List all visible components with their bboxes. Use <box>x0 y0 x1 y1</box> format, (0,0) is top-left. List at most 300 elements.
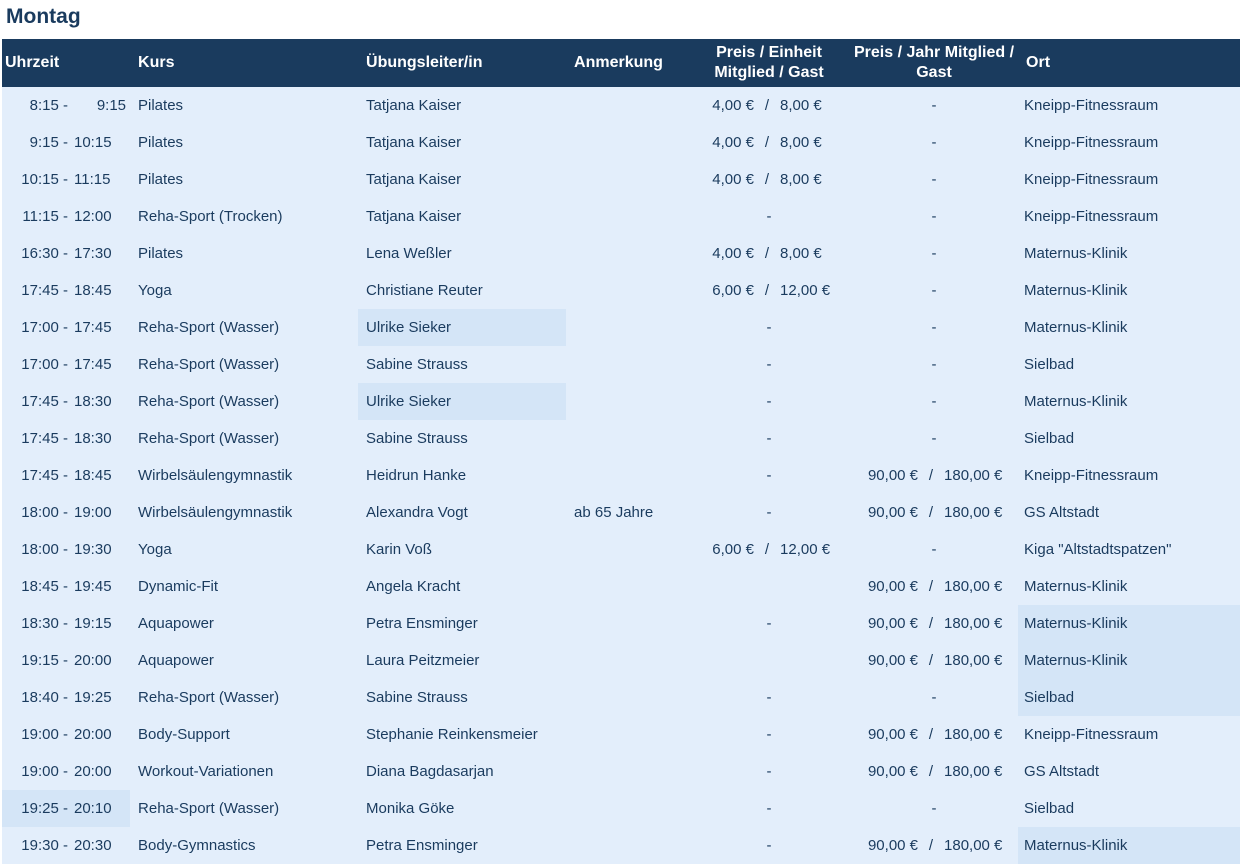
year-price-cell <box>850 457 1018 494</box>
time-end-cell <box>68 124 130 161</box>
trainer-cell <box>358 124 566 161</box>
time-start: 17:00 - <box>21 319 68 336</box>
time-start-cell <box>2 161 68 198</box>
table-row <box>2 531 1240 568</box>
unit-price-separator: / <box>764 541 770 558</box>
table-row <box>2 87 1240 124</box>
year-price-guest: 180,00 € <box>944 726 1003 743</box>
note-cell <box>566 827 688 864</box>
unit-price-separator: / <box>764 97 770 114</box>
course-name: Aquapower <box>138 652 214 669</box>
time-start: 17:45 - <box>21 467 68 484</box>
location-name: Maternus-Klinik <box>1024 652 1128 669</box>
time-start: 16:30 - <box>21 245 68 262</box>
unit-price-dash: - <box>766 393 772 410</box>
year-price-dash: - <box>931 800 937 817</box>
location-name: Maternus-Klinik <box>1024 282 1128 299</box>
course-name: Reha-Sport (Wasser) <box>138 800 280 817</box>
trainer-name: Petra Ensminger <box>366 615 478 632</box>
course-cell <box>130 827 358 864</box>
year-price-separator: / <box>928 652 934 669</box>
year-price-member: 90,00 € <box>867 652 919 669</box>
time-start: 18:00 - <box>21 504 68 521</box>
year-price-guest: 180,00 € <box>944 837 1003 854</box>
year-price-guest: 180,00 € <box>944 615 1003 632</box>
unit-price-dash: - <box>766 689 772 706</box>
course-cell <box>130 642 358 679</box>
header-note: Anmerkung <box>566 39 688 87</box>
trainer-cell <box>358 383 566 420</box>
trainer-name: Monika Göke <box>366 800 455 817</box>
time-end: 19:45 <box>74 578 112 595</box>
time-end: 19:00 <box>74 504 112 521</box>
table-row <box>2 235 1240 272</box>
location-name: Maternus-Klinik <box>1024 245 1128 262</box>
unit-price-cell <box>688 679 850 716</box>
trainer-cell <box>358 494 566 531</box>
year-price-cell <box>850 272 1018 309</box>
time-start-cell <box>2 346 68 383</box>
course-cell <box>130 309 358 346</box>
time-start-cell <box>2 605 68 642</box>
year-price-cell <box>850 827 1018 864</box>
location-name: Kneipp-Fitnessraum <box>1024 171 1159 188</box>
time-end-cell <box>68 716 130 753</box>
unit-price-cell <box>688 531 850 568</box>
time-end-cell <box>68 309 130 346</box>
location-name: Sielbad <box>1024 800 1075 817</box>
trainer-name: Tatjana Kaiser <box>366 134 462 151</box>
time-end: 20:10 <box>74 800 112 817</box>
time-end: 18:45 <box>74 467 112 484</box>
unit-price-cell <box>688 420 850 457</box>
year-price-guest: 180,00 € <box>944 652 1003 669</box>
time-start-cell <box>2 124 68 161</box>
course-name: Reha-Sport (Wasser) <box>138 356 280 373</box>
course-cell <box>130 605 358 642</box>
trainer-cell <box>358 309 566 346</box>
unit-price-cell <box>688 790 850 827</box>
course-name: Pilates <box>138 134 184 151</box>
trainer-name: Laura Peitzmeier <box>366 652 480 669</box>
unit-price-dash: - <box>766 726 772 743</box>
time-end: 18:30 <box>74 430 112 447</box>
time-start-cell <box>2 568 68 605</box>
location-cell <box>1018 753 1240 790</box>
time-end: 17:45 <box>74 319 112 336</box>
year-price-member: 90,00 € <box>867 504 919 521</box>
time-start-cell <box>2 309 68 346</box>
year-price-separator: / <box>928 578 934 595</box>
time-start: 18:45 - <box>21 578 68 595</box>
time-start-cell <box>2 87 68 124</box>
location-name: Kiga "Altstadtspatzen" <box>1024 541 1172 558</box>
trainer-cell <box>358 531 566 568</box>
table-row <box>2 568 1240 605</box>
location-cell <box>1018 161 1240 198</box>
table-row <box>2 679 1240 716</box>
year-price-cell <box>850 568 1018 605</box>
table-header-row <box>2 39 1240 87</box>
time-end-cell <box>68 753 130 790</box>
course-name: Reha-Sport (Trocken) <box>138 208 283 225</box>
unit-price-guest: 8,00 € <box>780 134 822 151</box>
course-name: Wirbelsäulengymnastik <box>138 467 293 484</box>
header-trainer: Übungsleiter/in <box>358 39 566 87</box>
table-row <box>2 420 1240 457</box>
location-cell <box>1018 494 1240 531</box>
course-cell <box>130 383 358 420</box>
unit-price-dash: - <box>766 800 772 817</box>
unit-price-cell <box>688 272 850 309</box>
location-name: Kneipp-Fitnessraum <box>1024 208 1159 225</box>
unit-price-cell <box>688 309 850 346</box>
table-row <box>2 383 1240 420</box>
year-price-member: 90,00 € <box>867 837 919 854</box>
year-price-dash: - <box>931 282 937 299</box>
year-price-cell <box>850 87 1018 124</box>
trainer-cell <box>358 272 566 309</box>
year-price-cell <box>850 642 1018 679</box>
year-price-cell <box>850 124 1018 161</box>
unit-price-dash: - <box>766 504 772 521</box>
year-price-guest: 180,00 € <box>944 763 1003 780</box>
year-price-cell <box>850 753 1018 790</box>
course-schedule-table <box>2 39 1240 864</box>
course-name: Body-Support <box>138 726 230 743</box>
year-price-dash: - <box>931 393 937 410</box>
year-price-cell <box>850 494 1018 531</box>
year-price-dash: - <box>931 319 937 336</box>
time-end-cell <box>68 827 130 864</box>
time-start: 19:30 - <box>21 837 68 854</box>
course-cell <box>130 494 358 531</box>
time-start-cell <box>2 753 68 790</box>
year-price-dash: - <box>931 134 937 151</box>
location-name: Kneipp-Fitnessraum <box>1024 467 1159 484</box>
year-price-dash: - <box>931 171 937 188</box>
trainer-name: Stephanie Reinkensmeier <box>366 726 538 743</box>
time-start-cell <box>2 642 68 679</box>
course-cell <box>130 235 358 272</box>
trainer-name: Sabine Strauss <box>366 356 468 373</box>
time-end-cell <box>68 679 130 716</box>
trainer-cell <box>358 716 566 753</box>
time-start-cell <box>2 272 68 309</box>
course-name: Reha-Sport (Wasser) <box>138 430 280 447</box>
unit-price-member: 4,00 € <box>712 97 755 114</box>
unit-price-cell <box>688 605 850 642</box>
year-price-separator: / <box>928 726 934 743</box>
year-price-separator: / <box>928 467 934 484</box>
note-cell <box>566 679 688 716</box>
time-start-cell <box>2 494 68 531</box>
unit-price-member: 4,00 € <box>712 171 755 188</box>
course-name: Reha-Sport (Wasser) <box>138 393 280 410</box>
unit-price-guest: 8,00 € <box>780 97 822 114</box>
course-name: Pilates <box>138 171 184 188</box>
table-row <box>2 790 1240 827</box>
course-cell <box>130 161 358 198</box>
year-price-member: 90,00 € <box>867 615 919 632</box>
time-end-cell <box>68 272 130 309</box>
trainer-cell <box>358 87 566 124</box>
header-year-price: Preis / Jahr Mitglied / Gast <box>850 39 1018 87</box>
time-end-cell <box>68 457 130 494</box>
note-cell <box>566 790 688 827</box>
unit-price-cell <box>688 383 850 420</box>
time-end: 9:15 <box>96 97 127 114</box>
location-name: Maternus-Klinik <box>1024 578 1128 595</box>
course-cell <box>130 346 358 383</box>
time-start-cell <box>2 420 68 457</box>
note-cell <box>566 531 688 568</box>
table-row <box>2 716 1240 753</box>
time-end-cell <box>68 790 130 827</box>
unit-price-dash: - <box>766 430 772 447</box>
time-start-cell <box>2 531 68 568</box>
time-start: 19:15 - <box>21 652 68 669</box>
location-cell <box>1018 272 1240 309</box>
unit-price-member: 4,00 € <box>712 245 755 262</box>
time-start-cell <box>2 716 68 753</box>
note-cell <box>566 420 688 457</box>
year-price-cell <box>850 346 1018 383</box>
time-start: 10:15 - <box>21 171 68 188</box>
year-price-dash: - <box>931 208 937 225</box>
location-cell <box>1018 383 1240 420</box>
location-name: Sielbad <box>1024 356 1075 373</box>
table-row <box>2 198 1240 235</box>
year-price-cell <box>850 531 1018 568</box>
time-end-cell <box>68 420 130 457</box>
time-end-cell <box>68 383 130 420</box>
table-row <box>2 124 1240 161</box>
location-cell <box>1018 235 1240 272</box>
time-end: 20:30 <box>74 837 112 854</box>
location-name: Kneipp-Fitnessraum <box>1024 97 1159 114</box>
location-name: Kneipp-Fitnessraum <box>1024 726 1159 743</box>
year-price-cell <box>850 161 1018 198</box>
trainer-cell <box>358 642 566 679</box>
trainer-cell <box>358 827 566 864</box>
trainer-cell <box>358 198 566 235</box>
year-price-separator: / <box>928 504 934 521</box>
time-end: 19:15 <box>74 615 112 632</box>
course-cell <box>130 679 358 716</box>
time-end: 17:30 <box>74 245 112 262</box>
location-name: Sielbad <box>1024 430 1075 447</box>
trainer-cell <box>358 161 566 198</box>
year-price-dash: - <box>931 245 937 262</box>
location-name: Kneipp-Fitnessraum <box>1024 134 1159 151</box>
location-cell <box>1018 309 1240 346</box>
trainer-name: Christiane Reuter <box>366 282 483 299</box>
unit-price-separator: / <box>764 171 770 188</box>
table-row <box>2 161 1240 198</box>
unit-price-guest: 12,00 € <box>780 282 831 299</box>
year-price-cell <box>850 605 1018 642</box>
time-start: 19:00 - <box>21 763 68 780</box>
time-start: 19:00 - <box>21 726 68 743</box>
unit-price-cell <box>688 568 850 605</box>
trainer-name: Tatjana Kaiser <box>366 97 462 114</box>
time-start: 17:00 - <box>21 356 68 373</box>
note-cell <box>566 346 688 383</box>
unit-price-guest: 8,00 € <box>780 245 822 262</box>
year-price-cell <box>850 420 1018 457</box>
time-start-cell <box>2 457 68 494</box>
time-end: 18:45 <box>74 282 112 299</box>
location-name: GS Altstadt <box>1024 763 1100 780</box>
course-cell <box>130 272 358 309</box>
trainer-cell <box>358 457 566 494</box>
location-name: Sielbad <box>1024 689 1075 706</box>
trainer-cell <box>358 605 566 642</box>
course-cell <box>130 568 358 605</box>
table-row <box>2 272 1240 309</box>
unit-price-dash: - <box>766 763 772 780</box>
year-price-dash: - <box>931 689 937 706</box>
unit-price-dash: - <box>766 615 772 632</box>
location-name: Maternus-Klinik <box>1024 393 1128 410</box>
unit-price-dash: - <box>766 208 772 225</box>
time-start: 18:00 - <box>21 541 68 558</box>
time-end: 10:15 <box>74 134 112 151</box>
table-row <box>2 309 1240 346</box>
note-cell <box>566 494 688 531</box>
header-time: Uhrzeit <box>2 39 130 87</box>
time-start: 17:45 - <box>21 393 68 410</box>
year-price-member: 90,00 € <box>867 763 919 780</box>
location-cell <box>1018 568 1240 605</box>
note-cell <box>566 198 688 235</box>
trainer-cell <box>358 568 566 605</box>
time-end: 12:00 <box>74 208 112 225</box>
unit-price-dash: - <box>766 467 772 484</box>
course-cell <box>130 198 358 235</box>
location-cell <box>1018 716 1240 753</box>
table-row <box>2 346 1240 383</box>
unit-price-cell <box>688 235 850 272</box>
table-row <box>2 457 1240 494</box>
time-end-cell <box>68 568 130 605</box>
course-name: Wirbelsäulengymnastik <box>138 504 293 521</box>
location-cell <box>1018 679 1240 716</box>
trainer-name: Sabine Strauss <box>366 430 468 447</box>
trainer-name: Diana Bagdasarjan <box>366 763 494 780</box>
time-start-cell <box>2 679 68 716</box>
time-end: 11:15 <box>74 171 111 188</box>
course-cell <box>130 420 358 457</box>
table-row <box>2 827 1240 864</box>
unit-price-member: 6,00 € <box>712 541 755 558</box>
time-end-cell <box>68 198 130 235</box>
unit-price-cell <box>688 827 850 864</box>
course-cell <box>130 531 358 568</box>
unit-price-dash: - <box>766 837 772 854</box>
location-cell <box>1018 457 1240 494</box>
unit-price-separator: / <box>764 245 770 262</box>
course-name: Dynamic-Fit <box>138 578 219 595</box>
header-unit-price: Preis / Einheit Mitglied / Gast <box>688 39 850 87</box>
unit-price-cell <box>688 753 850 790</box>
location-cell <box>1018 605 1240 642</box>
unit-price-cell <box>688 494 850 531</box>
year-price-dash: - <box>931 541 937 558</box>
location-name: Maternus-Klinik <box>1024 319 1128 336</box>
unit-price-cell <box>688 124 850 161</box>
trainer-cell <box>358 235 566 272</box>
time-start: 8:15 - <box>29 97 68 114</box>
location-cell <box>1018 346 1240 383</box>
table-row <box>2 753 1240 790</box>
note-cell <box>566 272 688 309</box>
time-end-cell <box>68 494 130 531</box>
year-price-cell <box>850 309 1018 346</box>
unit-price-separator: / <box>764 282 770 299</box>
year-price-guest: 180,00 € <box>944 504 1003 521</box>
trainer-cell <box>358 420 566 457</box>
trainer-cell <box>358 790 566 827</box>
note-text: ab 65 Jahre <box>574 504 654 521</box>
trainer-name: Heidrun Hanke <box>366 467 467 484</box>
location-name: GS Altstadt <box>1024 504 1100 521</box>
course-name: Aquapower <box>138 615 214 632</box>
time-end: 20:00 <box>74 726 112 743</box>
year-price-dash: - <box>931 356 937 373</box>
time-start: 18:30 - <box>21 615 68 632</box>
course-cell <box>130 124 358 161</box>
course-name: Yoga <box>138 282 172 299</box>
location-cell <box>1018 642 1240 679</box>
year-price-cell <box>850 679 1018 716</box>
location-cell <box>1018 124 1240 161</box>
time-start-cell <box>2 790 68 827</box>
trainer-name: Karin Voß <box>366 541 432 558</box>
year-price-separator: / <box>928 837 934 854</box>
note-cell <box>566 161 688 198</box>
time-end: 20:00 <box>74 652 112 669</box>
trainer-name: Alexandra Vogt <box>366 504 468 521</box>
time-end-cell <box>68 531 130 568</box>
course-cell <box>130 87 358 124</box>
note-cell <box>566 309 688 346</box>
time-end: 17:45 <box>74 356 112 373</box>
trainer-cell <box>358 753 566 790</box>
unit-price-cell <box>688 161 850 198</box>
note-cell <box>566 235 688 272</box>
unit-price-member: 6,00 € <box>712 282 755 299</box>
unit-price-guest: 8,00 € <box>780 171 822 188</box>
time-start: 9:15 - <box>29 134 68 151</box>
day-title: Montag <box>6 5 81 28</box>
time-start-cell <box>2 235 68 272</box>
time-start-cell <box>2 198 68 235</box>
time-start: 18:40 - <box>21 689 68 706</box>
trainer-name: Ulrike Sieker <box>366 393 452 410</box>
time-end-cell <box>68 87 130 124</box>
course-name: Reha-Sport (Wasser) <box>138 689 280 706</box>
trainer-name: Tatjana Kaiser <box>366 171 462 188</box>
time-end: 18:30 <box>74 393 112 410</box>
note-cell <box>566 124 688 161</box>
time-end-cell <box>68 605 130 642</box>
time-end: 19:25 <box>74 689 112 706</box>
course-cell <box>130 790 358 827</box>
time-end: 19:30 <box>74 541 112 558</box>
unit-price-cell <box>688 642 850 679</box>
